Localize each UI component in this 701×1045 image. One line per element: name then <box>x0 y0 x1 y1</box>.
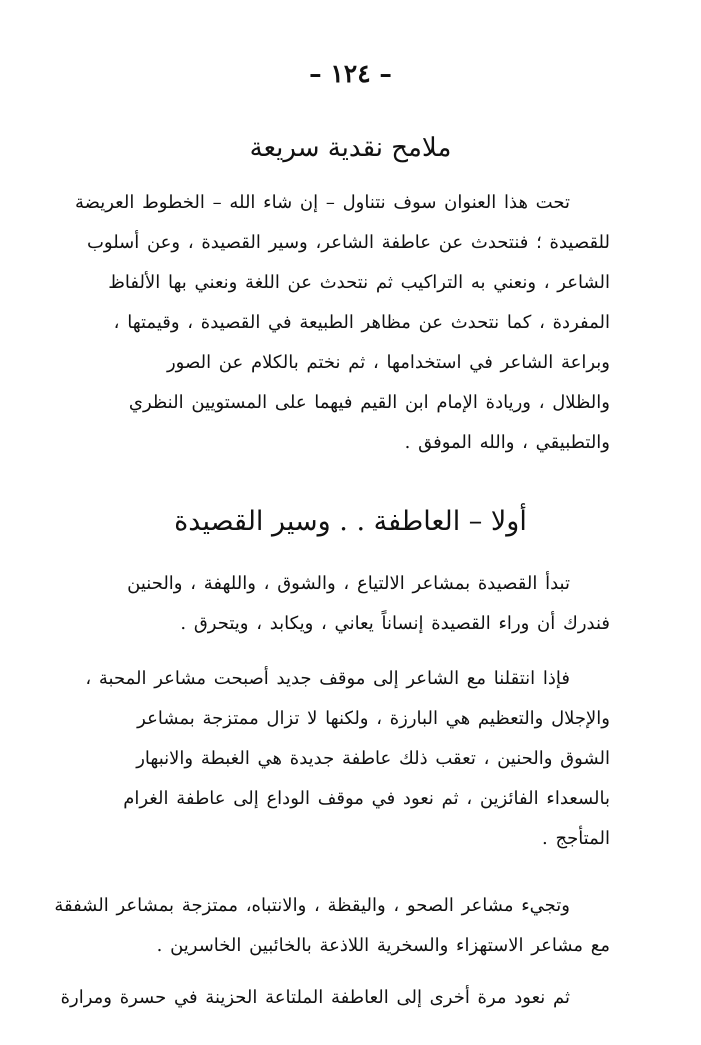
intro-paragraph <box>74 183 610 463</box>
paragraph-line: الشوق والحنين ، تعقب ذلك عاطفة جديدة هي الغبطة والانبهار <box>136 748 610 769</box>
paragraph-line: والظلال ، وريادة الإمام ابن القيم فيهما على المستويين النظري <box>128 392 610 413</box>
emotion-paragraph-3 <box>54 886 610 966</box>
paragraph-line: بالسعداء الفائزين ، ثم نعود في موقف الوداع إلى عاطفة الغرام <box>123 788 610 809</box>
paragraph-line: للقصيدة ؛ فنتحدث عن عاطفة الشاعر، وسير القصيدة ، وعن أسلوب <box>86 232 610 253</box>
paragraph-line: وتجيء مشاعر الصحو ، واليقظة ، والانتباه، ممتزجة بمشاعر الشفقة <box>54 895 570 916</box>
emotion-paragraph-2 <box>85 659 610 859</box>
paragraph-line: ثم نعود مرة أخرى إلى العاطفة الملتاعة الحزينة في حسرة ومرارة <box>60 987 570 1008</box>
paragraph-line: وبراعة الشاعر في استخدامها ، ثم نختم بالكلام عن الصور <box>166 352 610 373</box>
page-number: – ١٢٤ – <box>309 59 392 88</box>
paragraph-line: المتأجج . <box>542 828 610 849</box>
emotion-paragraph-4 <box>60 978 610 1018</box>
emotion-paragraph-1 <box>96 564 610 644</box>
subsection-title: أولا – العاطفة . . وسير القصيدة <box>174 506 527 537</box>
paragraph-line: فندرك أن وراء القصيدة إنساناً يعاني ، ويكابد ، ويتحرق . <box>180 613 610 634</box>
paragraph-line: تحت هذا العنوان سوف نتناول – إن شاء الله – الخطوط العريضة <box>74 192 570 213</box>
paragraph-line: المفردة ، كما نتحدث عن مظاهر الطبيعة في القصيدة ، وقيمتها ، <box>113 312 610 333</box>
paragraph-line: والتطبيقي ، والله الموفق . <box>404 432 610 453</box>
section-title: ملامح نقدية سريعة <box>249 133 452 163</box>
paragraph-line: الشاعر ، ونعني به التراكيب ثم نتحدث عن اللغة ونعني بها الألفاظ <box>108 272 610 293</box>
paragraph-line: والإجلال والتعظيم هي البارزة ، ولكنها لا تزال ممتزجة بمشاعر <box>137 708 610 729</box>
paragraph-line: فإذا انتقلنا مع الشاعر إلى موقف جديد أصبحت مشاعر المحبة ، <box>85 668 570 689</box>
paragraph-line: مع مشاعر الاستهزاء والسخرية اللاذعة بالخائبين الخاسرين . <box>156 935 610 956</box>
paragraph-line: تبدأ القصيدة بمشاعر الالتياع ، والشوق ، واللهفة ، والحنين <box>127 573 570 594</box>
